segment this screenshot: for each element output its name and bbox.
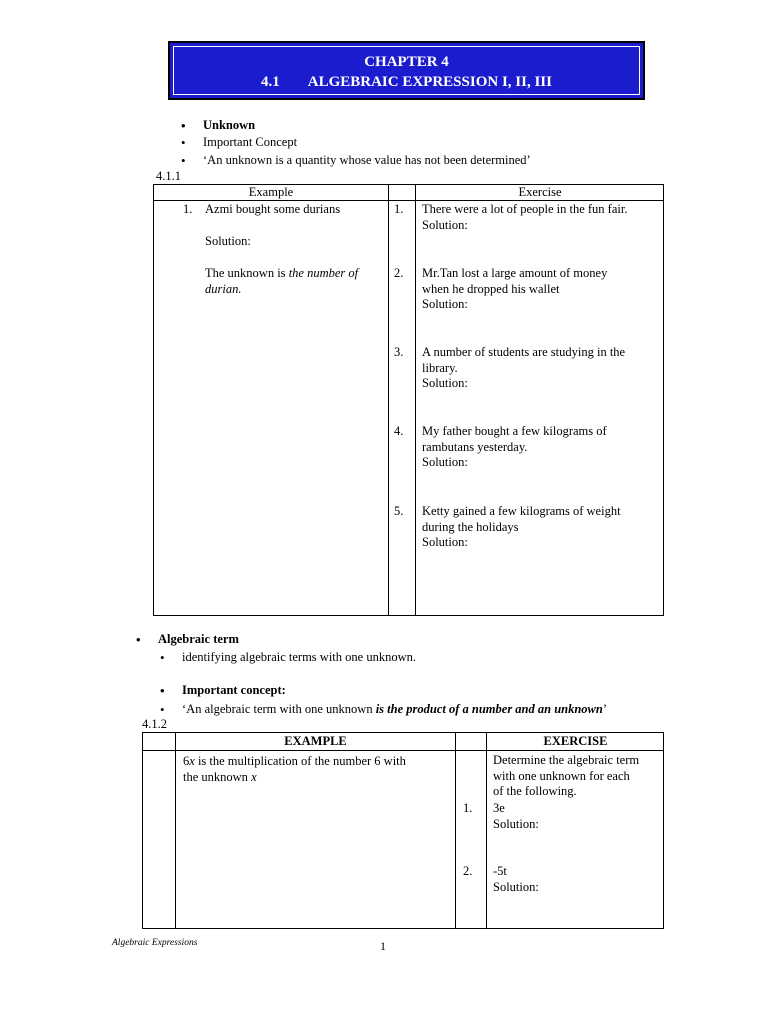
- bullet-algebraic-term: • Algebraic term: [158, 632, 239, 647]
- divider: [143, 750, 663, 751]
- example2-text: 6x is the multiplication of the number 6 with the unknown x: [183, 754, 406, 784]
- table2-header-exercise: EXERCISE: [543, 734, 608, 748]
- exercise2-intro: Determine the algebraic term with one unknown for each of the following.: [493, 753, 640, 798]
- footer-title: Algebraic Expressions: [112, 938, 198, 948]
- chapter-title: CHAPTER 4: [364, 54, 449, 70]
- algebraic-term-table: [142, 732, 664, 929]
- exercise-text: A number of students are studying in the library. Solution:: [422, 345, 626, 390]
- example-number: 1.: [183, 202, 193, 216]
- bullet-term-definition: • ‘An algebraic term with one unknown is the product of a number and an unknown’: [182, 702, 607, 717]
- answer-line1: the number of: [288, 266, 359, 280]
- divider: [175, 733, 176, 928]
- table2-header-example: EXAMPLE: [284, 734, 347, 748]
- exercise-text: Mr.Tan lost a large amount of money when he dropped his wallet Solution:: [422, 266, 608, 311]
- exercise-number: 4.: [394, 424, 404, 438]
- bullet-important-concept: • Important Concept: [203, 135, 297, 150]
- divider: [388, 185, 389, 615]
- exercise-number: 1.: [394, 202, 404, 216]
- chapter-header: [168, 41, 645, 100]
- section-number: 4.1: [261, 74, 280, 90]
- exercise-text: My father bought a few kilograms of rambutans yesterday. Solution:: [422, 424, 607, 469]
- section-title-line: [174, 72, 639, 92]
- answer-prefix: The unknown is: [205, 266, 289, 280]
- table1-header-example: Example: [248, 185, 294, 199]
- bullet-definition: • ‘An unknown is a quantity whose value has not been determined’: [203, 153, 531, 168]
- exercise2-number: 1.: [463, 801, 473, 815]
- exercise-number: 5.: [394, 504, 404, 518]
- bullet-important-concept-2: • Important concept:: [182, 683, 286, 698]
- table1-header-exercise: Exercise: [518, 185, 562, 199]
- exercise-text: Ketty gained a few kilograms of weight during the holidays Solution:: [422, 504, 621, 549]
- divider: [415, 185, 416, 615]
- chapter-header-inner: [173, 46, 640, 95]
- divider: [486, 733, 487, 928]
- exercise2-term: -5t Solution:: [493, 864, 539, 894]
- bullet-identifying: • identifying algebraic terms with one unknown.: [182, 650, 416, 665]
- example-text: Azmi bought some durians: [205, 202, 341, 216]
- example-solution-label: Solution:: [205, 234, 251, 248]
- exercise2-term: 3e Solution:: [493, 801, 539, 831]
- exercise2-number: 2.: [463, 864, 473, 878]
- exercise-number: 3.: [394, 345, 404, 359]
- unknown-table: [153, 184, 664, 616]
- exercise-text: There were a lot of people in the fun fair. Solution:: [422, 202, 628, 232]
- page-number: 1: [380, 939, 386, 953]
- example-answer: [205, 266, 385, 297]
- bullet-unknown: • Unknown: [203, 118, 255, 133]
- section-ref-412: 4.1.2: [142, 717, 167, 731]
- exercise-number: 2.: [394, 266, 404, 280]
- section-title: ALGEBRAIC EXPRESSION I, II, III: [307, 74, 552, 90]
- divider: [455, 733, 456, 928]
- section-ref-411: 4.1.1: [156, 169, 181, 183]
- answer-line2: durian.: [205, 281, 242, 296]
